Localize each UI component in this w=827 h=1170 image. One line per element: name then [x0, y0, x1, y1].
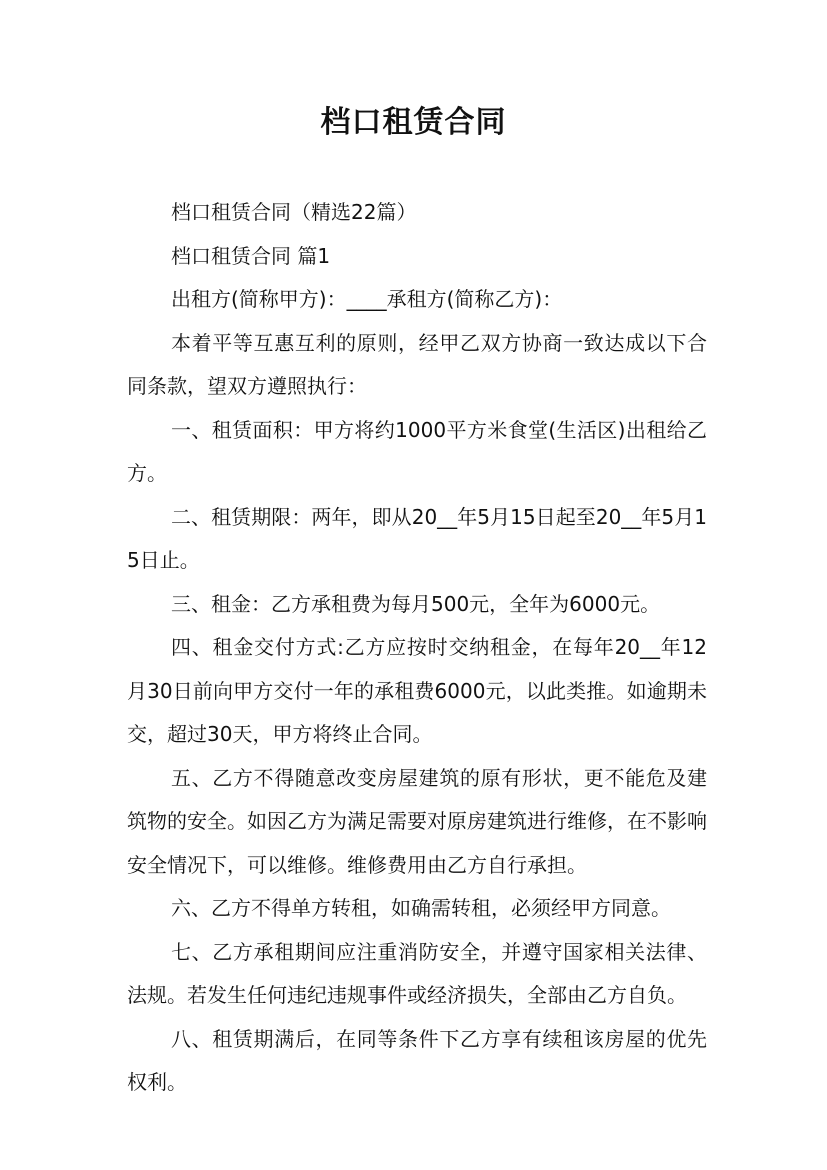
paragraph-clause-7: 七、乙方承租期间应注重消防安全，并遵守国家相关法律、法规。若发生任何违纪违规事件或经济损失，全部由乙方自负。: [127, 939, 707, 1007]
paragraph-clause-1: 一、租赁面积：甲方将约1000平方米食堂(生活区)出租给乙方。: [127, 417, 707, 485]
paragraph-clause-8: 八、租赁期满后，在同等条件下乙方享有续租该房屋的优先权利。: [127, 1026, 707, 1094]
paragraph-section-heading: 档口租赁合同 篇1: [171, 243, 331, 268]
paragraph-clause-4: 四、租金交付方式:乙方应按时交纳租金，在每年20__年12月30日前向甲方交付一年的承租费6000元，以此类推。如逾期未交，超过30天，甲方将终止合同。: [127, 635, 707, 746]
document-title: 档口租赁合同: [320, 105, 507, 140]
paragraph-clause-6: 六、乙方不得单方转租，如确需转租，必须经甲方同意。: [171, 896, 671, 920]
document-body: [127, 191, 707, 1105]
paragraph-clause-3: 三、租金：乙方承租费为每月500元，全年为6000元。: [171, 591, 661, 616]
paragraph-clause-2: 二、租赁期限：两年，即从20__年5月15日起至20__年5月15日止。: [127, 504, 707, 572]
paragraph-parties: 出租方(简称甲方)：____承租方(简称乙方)：: [171, 287, 563, 311]
paragraph-clause-5: 五、乙方不得随意改变房屋建筑的原有形状，更不能危及建筑物的安全。如因乙方为满足需要对原房建筑进行维修，在不影响安全情况下，可以维修。维修费用由乙方自行承担。: [127, 765, 707, 877]
paragraph-subtitle: 档口租赁合同（精选22篇）: [171, 200, 417, 224]
paragraph-preamble: 本着平等互惠互利的原则，经甲乙双方协商一致达成以下合同条款，望双方遵照执行：: [127, 330, 707, 398]
